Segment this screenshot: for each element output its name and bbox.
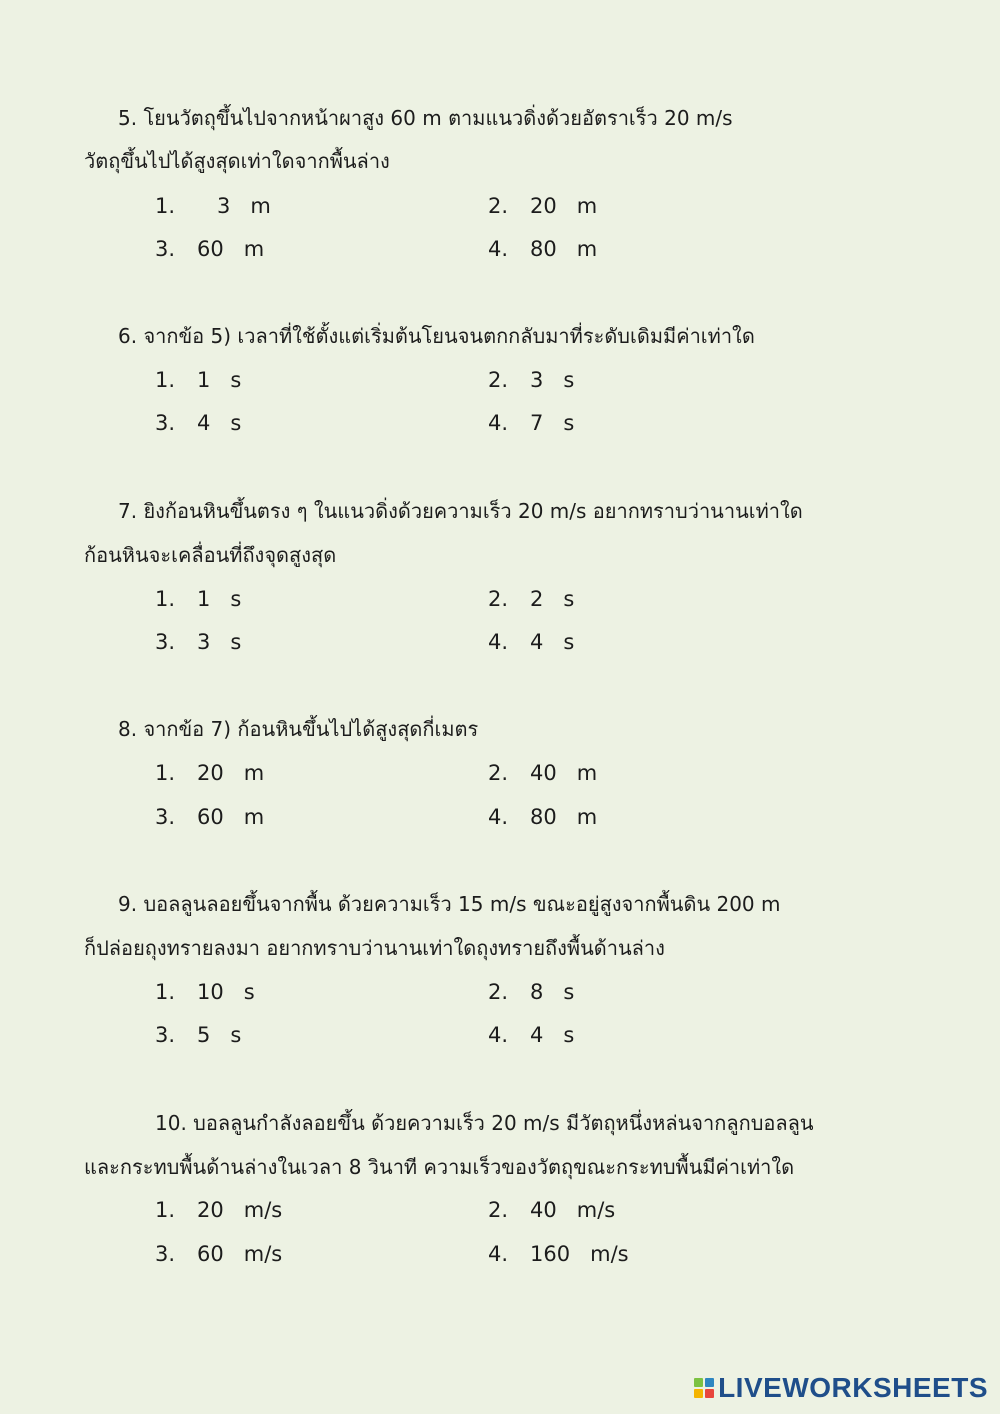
choice-number: 4. (488, 805, 509, 829)
choice-text: 60 m (197, 237, 265, 261)
question-text-continued: ก็ปล่อยถุงทรายลงมา อยากทราบว่านานเท่าใดถุงทรายถึงพื้นด้านล่าง (84, 936, 665, 960)
question-text: 8. จากข้อ 7) ก้อนหินขึ้นไปได้สูงสุดกี่เมตร (118, 717, 479, 741)
choice-3[interactable] (155, 1240, 282, 1268)
choice-text: 20 m/s (197, 1198, 283, 1222)
question-text: 7. ยิงก้อนหินขึ้นตรง ๆ ในแนวดิ่งด้วยความเร็ว 20 m/s อยากทราบว่านานเท่าใด (118, 499, 803, 523)
choice-text: 20 m (197, 761, 265, 785)
choice-number: 1. (155, 1198, 176, 1222)
liveworksheets-logo (694, 1372, 988, 1404)
choice-2[interactable] (488, 192, 597, 220)
choice-text: 80 m (530, 805, 598, 829)
choice-1[interactable] (155, 366, 241, 394)
choice-text: 3 m (197, 194, 271, 218)
choice-number: 4. (488, 237, 509, 261)
choice-text: 40 m/s (530, 1198, 616, 1222)
choice-3[interactable] (155, 1021, 241, 1049)
choice-4[interactable] (488, 1021, 574, 1049)
question-text-continued: วัตถุขึ้นไปได้สูงสุดเท่าใดจากพื้นล่าง (84, 149, 390, 173)
choice-number: 3. (155, 237, 176, 261)
choice-number: 1. (155, 761, 176, 785)
choice-number: 2. (488, 587, 509, 611)
choice-2[interactable] (488, 978, 574, 1006)
choice-1[interactable] (155, 192, 271, 220)
choice-number: 3. (155, 1242, 176, 1266)
choice-text: 4 s (530, 1023, 575, 1047)
question-text: 10. บอลลูนกำลังลอยขึ้น ด้วยความเร็ว 20 m/s มีวัตถุหนึ่งหล่นจากลูกบอลลูน (155, 1111, 814, 1135)
question-text: 6. จากข้อ 5) เวลาที่ใช้ตั้งแต่เริ่มต้นโยนจนตกกลับมาที่ระดับเดิมมีค่าเท่าใด (118, 324, 755, 348)
choice-2[interactable] (488, 366, 574, 394)
choice-number: 2. (488, 761, 509, 785)
choice-text: 1 s (197, 587, 242, 611)
choice-number: 3. (155, 805, 176, 829)
choice-number: 1. (155, 980, 176, 1004)
choice-number: 3. (155, 411, 176, 435)
question-text-continued: และกระทบพื้นด้านล่างในเวลา 8 วินาที ความเร็วของวัตถุขณะกระทบพื้นมีค่าเท่าใด (84, 1155, 795, 1179)
logo-square (694, 1378, 703, 1387)
choice-text: 4 s (530, 630, 575, 654)
choice-number: 3. (155, 1023, 176, 1047)
choice-text: 3 s (197, 630, 242, 654)
choice-1[interactable] (155, 1196, 282, 1224)
choice-2[interactable] (488, 759, 597, 787)
choice-3[interactable] (155, 628, 241, 656)
choice-text: 40 m (530, 761, 598, 785)
choice-text: 80 m (530, 237, 598, 261)
choice-4[interactable] (488, 803, 597, 831)
question-text: 5. โยนวัตถุขึ้นไปจากหน้าผาสูง 60 m ตามแนวดิ่งด้วยอัตราเร็ว 20 m/s (118, 106, 733, 130)
choice-2[interactable] (488, 1196, 615, 1224)
choice-1[interactable] (155, 759, 264, 787)
choice-4[interactable] (488, 1240, 629, 1268)
choice-2[interactable] (488, 585, 574, 613)
choice-number: 1. (155, 194, 176, 218)
choice-3[interactable] (155, 235, 264, 263)
choice-number: 4. (488, 630, 509, 654)
choice-text: 3 s (530, 368, 575, 392)
choice-number: 3. (155, 630, 176, 654)
logo-square (705, 1378, 714, 1387)
choice-1[interactable] (155, 585, 241, 613)
choice-4[interactable] (488, 235, 597, 263)
choice-text: 2 s (530, 587, 575, 611)
choice-text: 20 m (530, 194, 598, 218)
choice-number: 4. (488, 1242, 509, 1266)
choice-text: 8 s (530, 980, 575, 1004)
choice-4[interactable] (488, 409, 574, 437)
choice-number: 2. (488, 194, 509, 218)
choice-3[interactable] (155, 803, 264, 831)
choice-text: 60 m/s (197, 1242, 283, 1266)
choice-number: 2. (488, 980, 509, 1004)
choice-number: 4. (488, 1023, 509, 1047)
choice-text: 1 s (197, 368, 242, 392)
question-text-continued: ก้อนหินจะเคลื่อนที่ถึงจุดสูงสุด (84, 543, 337, 567)
choice-1[interactable] (155, 978, 255, 1006)
choice-number: 1. (155, 368, 176, 392)
logo-square (705, 1389, 714, 1398)
choice-text: 5 s (197, 1023, 242, 1047)
choice-4[interactable] (488, 628, 574, 656)
choice-text: 60 m (197, 805, 265, 829)
choice-number: 1. (155, 587, 176, 611)
logo-text: LIVEWORKSHEETS (718, 1372, 988, 1403)
choice-text: 10 s (197, 980, 255, 1004)
choice-text: 7 s (530, 411, 575, 435)
logo-icon (694, 1378, 714, 1398)
choice-text: 4 s (197, 411, 242, 435)
choice-number: 2. (488, 368, 509, 392)
choice-3[interactable] (155, 409, 241, 437)
logo-square (694, 1389, 703, 1398)
choice-number: 2. (488, 1198, 509, 1222)
choice-number: 4. (488, 411, 509, 435)
question-text: 9. บอลลูนลอยขึ้นจากพื้น ด้วยความเร็ว 15 m/s ขณะอยู่สูงจากพื้นดิน 200 m (118, 892, 781, 916)
choice-text: 160 m/s (530, 1242, 629, 1266)
